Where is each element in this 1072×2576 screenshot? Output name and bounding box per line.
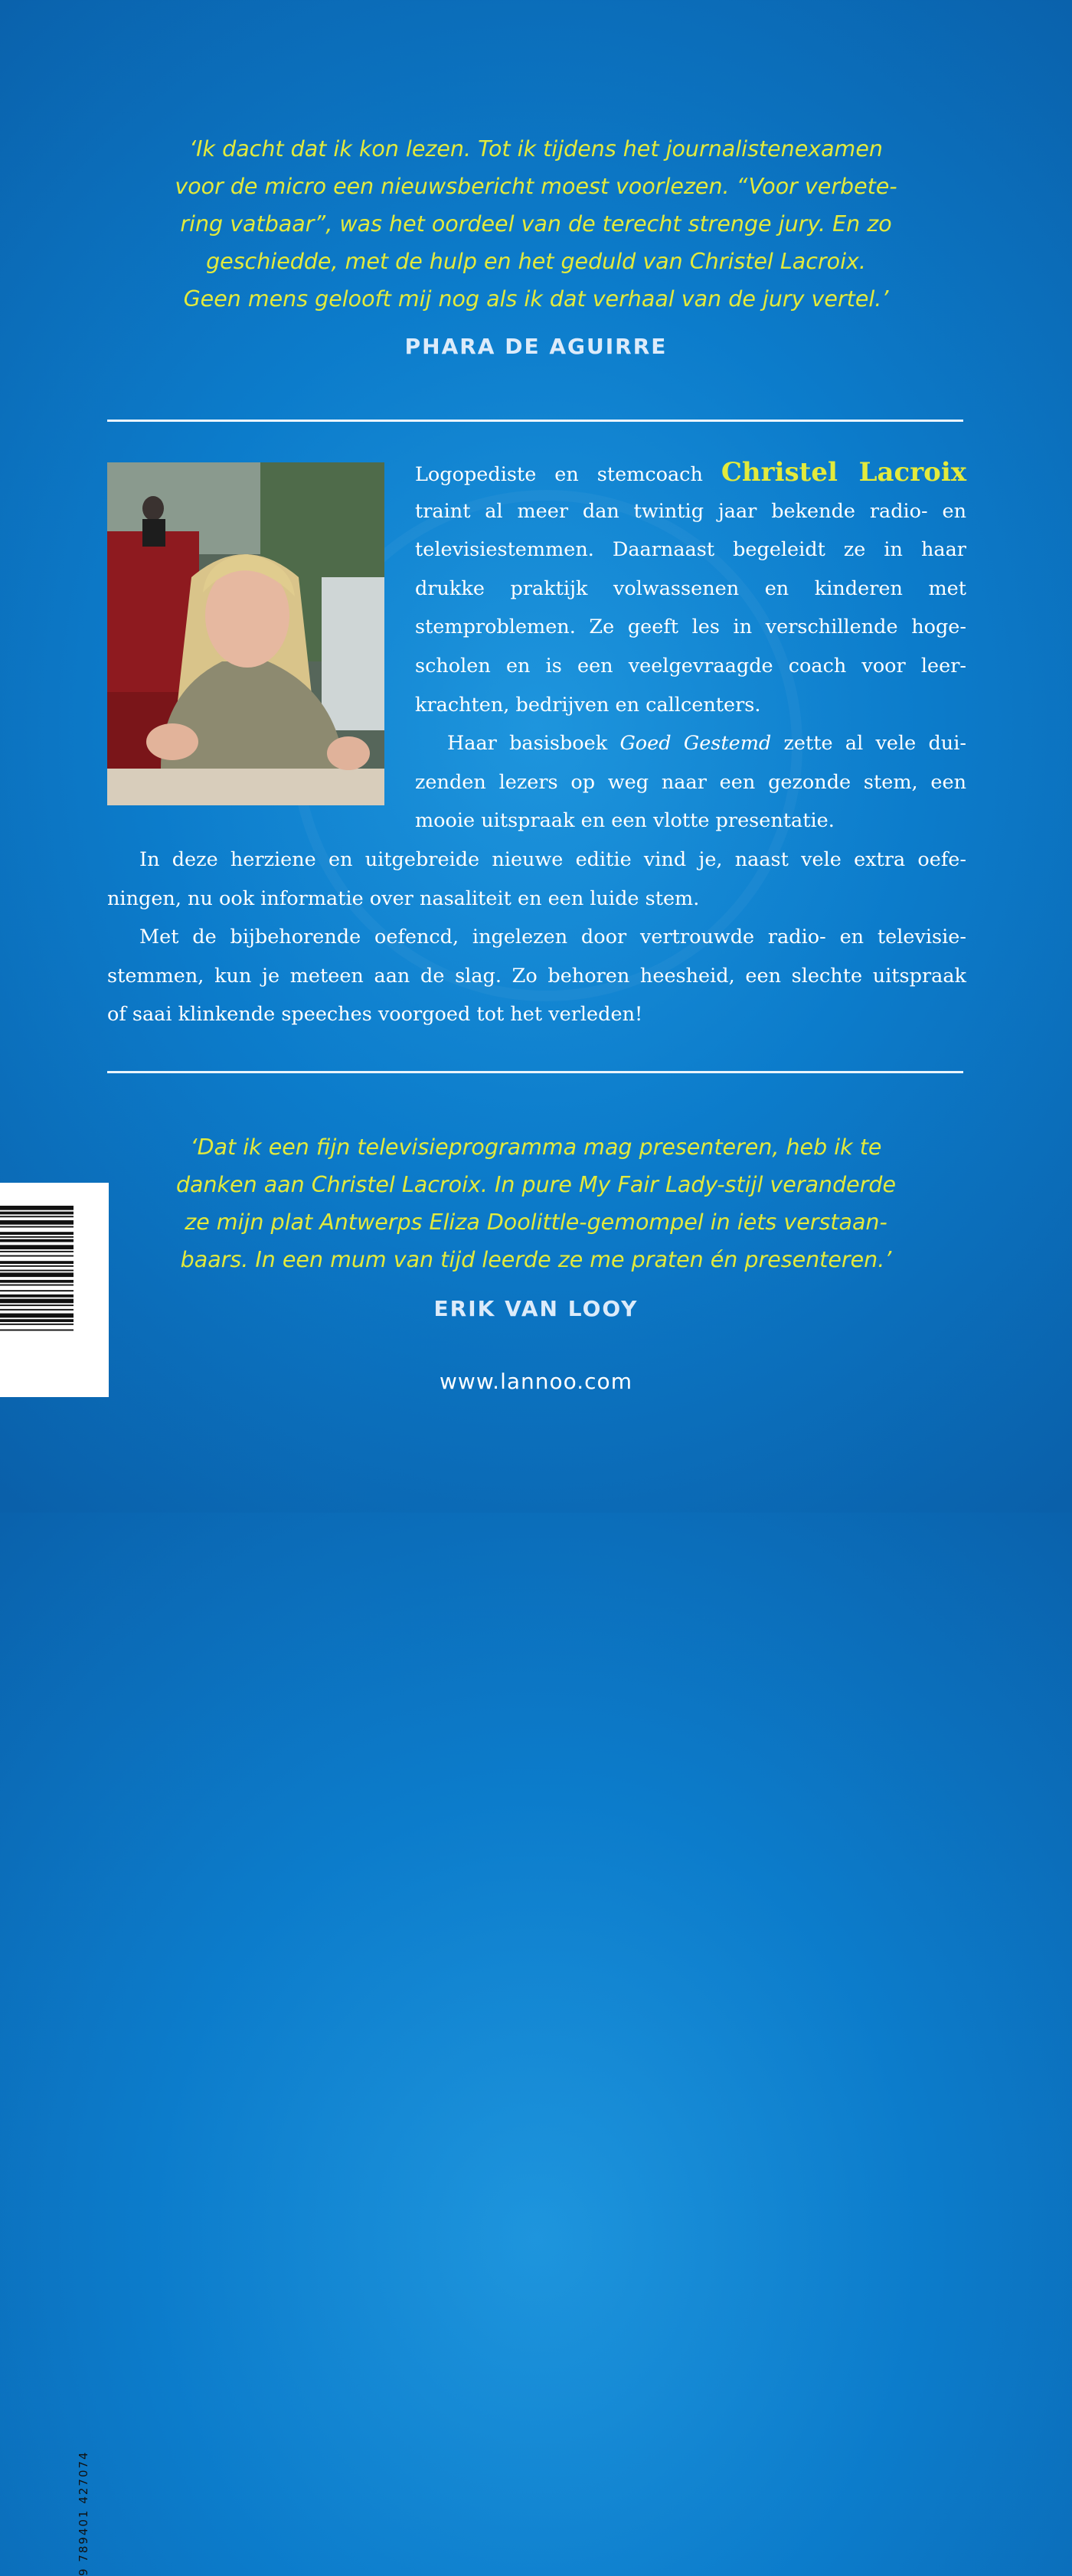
barcode-bar (0, 1304, 74, 1306)
bio-intro: Logopediste en stemcoach (415, 463, 703, 486)
top-quote-author: PHARA DE AGUIRRE (404, 334, 668, 359)
body-p3-line: In deze herziene en uitgebreide nieuwe editie vind je, naast vele extra oefe- (139, 848, 966, 871)
barcode-bar (0, 1239, 74, 1242)
author-photo (107, 462, 384, 805)
top-quote-line: ring vatbaar”, was het oordeel van de terecht strenge jury. En zo (180, 211, 892, 237)
barcode-bar (0, 1251, 74, 1252)
bio-paragraph (415, 453, 966, 841)
bottom-quote-line: ze mijn plat Antwerps Eliza Doolittle-gemompel in iets verstaan- (185, 1210, 887, 1235)
barcode-bar (0, 1232, 74, 1235)
body-p4-line: Met de bijbehorende oefencd, ingelezen door vertrouwde radio- en televisie- (139, 926, 966, 949)
barcode-bar (0, 1226, 74, 1228)
bio-line: drukke praktijk volwassenen en kinderen met (415, 576, 966, 600)
bottom-quote-line: danken aan Christel Lacroix. In pure My Fair Lady-stijl veranderde (175, 1172, 897, 1197)
website-url: www.lannoo.com (440, 1369, 632, 1394)
barcode-bar (0, 1309, 74, 1311)
divider-top (107, 420, 963, 422)
book-title: Goed Gestemd (619, 732, 772, 756)
bio-line: stemproblemen. Ze geeft les in verschillende hoge- (415, 615, 966, 639)
barcode-bar (0, 1319, 74, 1322)
bio-line: scholen en is een veelgevraagde coach voor leer- (415, 654, 966, 677)
author-name-highlight: Christel Lacroix (721, 457, 966, 488)
barcode-bar (0, 1295, 74, 1298)
bio-p2-after: zette al vele dui- (783, 732, 967, 756)
barcode-bar (0, 1324, 74, 1325)
bio-p2-before: Haar basisboek (447, 732, 608, 756)
author-photo-illustration (107, 462, 384, 805)
barcode-bar (0, 1236, 74, 1238)
body-p3-line: ningen, nu ook informatie over nasaliteit en een luide stem. (107, 886, 700, 910)
barcode-bar (0, 1220, 74, 1225)
barcode-bar (0, 1216, 74, 1217)
barcode-bar (0, 1265, 74, 1267)
top-quote-line: Geen mens gelooft mij nog als ik dat verhaal van de jury vertel.’ (183, 286, 889, 312)
isbn-number: 9 789401 427074 (77, 2450, 90, 2576)
barcode-bar (0, 1299, 74, 1304)
barcode-bar (0, 1255, 74, 1257)
bio-p2-line-first (415, 724, 966, 763)
barcode-bar (0, 1261, 74, 1264)
body-p4-line: stemmen, kun je meteen aan de slag. Zo behoren heesheid, een slechte uitspraak (107, 964, 966, 988)
bottom-quote-line: ‘Dat ik een fijn televisieprogramma mag presenteren, heb ik te (190, 1135, 882, 1160)
bottom-quote (107, 1128, 965, 1278)
body-p4-line: of saai klinkende speeches voorgoed tot het verleden! (107, 1003, 643, 1027)
bio-line: krachten, bedrijven en callcenters. (415, 693, 761, 717)
body-paragraphs (107, 841, 966, 1034)
barcode-bar (0, 1206, 74, 1210)
barcode (0, 1183, 109, 2576)
barcode-bar (0, 1285, 74, 1286)
barcode-bar (0, 1212, 74, 1215)
bio-p2-line: mooie uitspraak en een vlotte presentatie. (415, 809, 835, 833)
bio-line-first (415, 453, 966, 492)
barcode-bar (0, 1270, 74, 1272)
divider-bottom (107, 1071, 963, 1073)
top-quote-line: voor de micro een nieuwsbericht moest voorlezen. “Voor verbete- (175, 174, 897, 199)
barcode-bar (0, 1330, 74, 1331)
top-quote (107, 130, 965, 318)
barcode-bar (0, 1245, 74, 1249)
barcode-bar (0, 1314, 74, 1318)
bottom-quote-line: baars. In een mum van tijd leerde ze me praten én presenteren.’ (180, 1247, 892, 1272)
barcode-bar (0, 1272, 74, 1277)
top-quote-line: geschiedde, met de hulp en het geduld van Christel Lacroix. (206, 249, 866, 274)
barcode-bar (0, 1280, 74, 1283)
bottom-quote-author: ERIK VAN LOOY (433, 1296, 639, 1321)
top-quote-line: ‘Ik dacht dat ik kon lezen. Tot ik tijdens het journalistenexamen (189, 136, 883, 162)
bio-line: traint al meer dan twintig jaar bekende radio- en (415, 499, 966, 523)
bio-p2-line: zenden lezers op weg naar een gezonde stem, een (415, 770, 966, 794)
barcode-bars (0, 1183, 84, 1397)
barcode-bar (0, 1290, 74, 1291)
bio-line: televisiestemmen. Daarnaast begeleidt ze in haar (415, 538, 966, 562)
